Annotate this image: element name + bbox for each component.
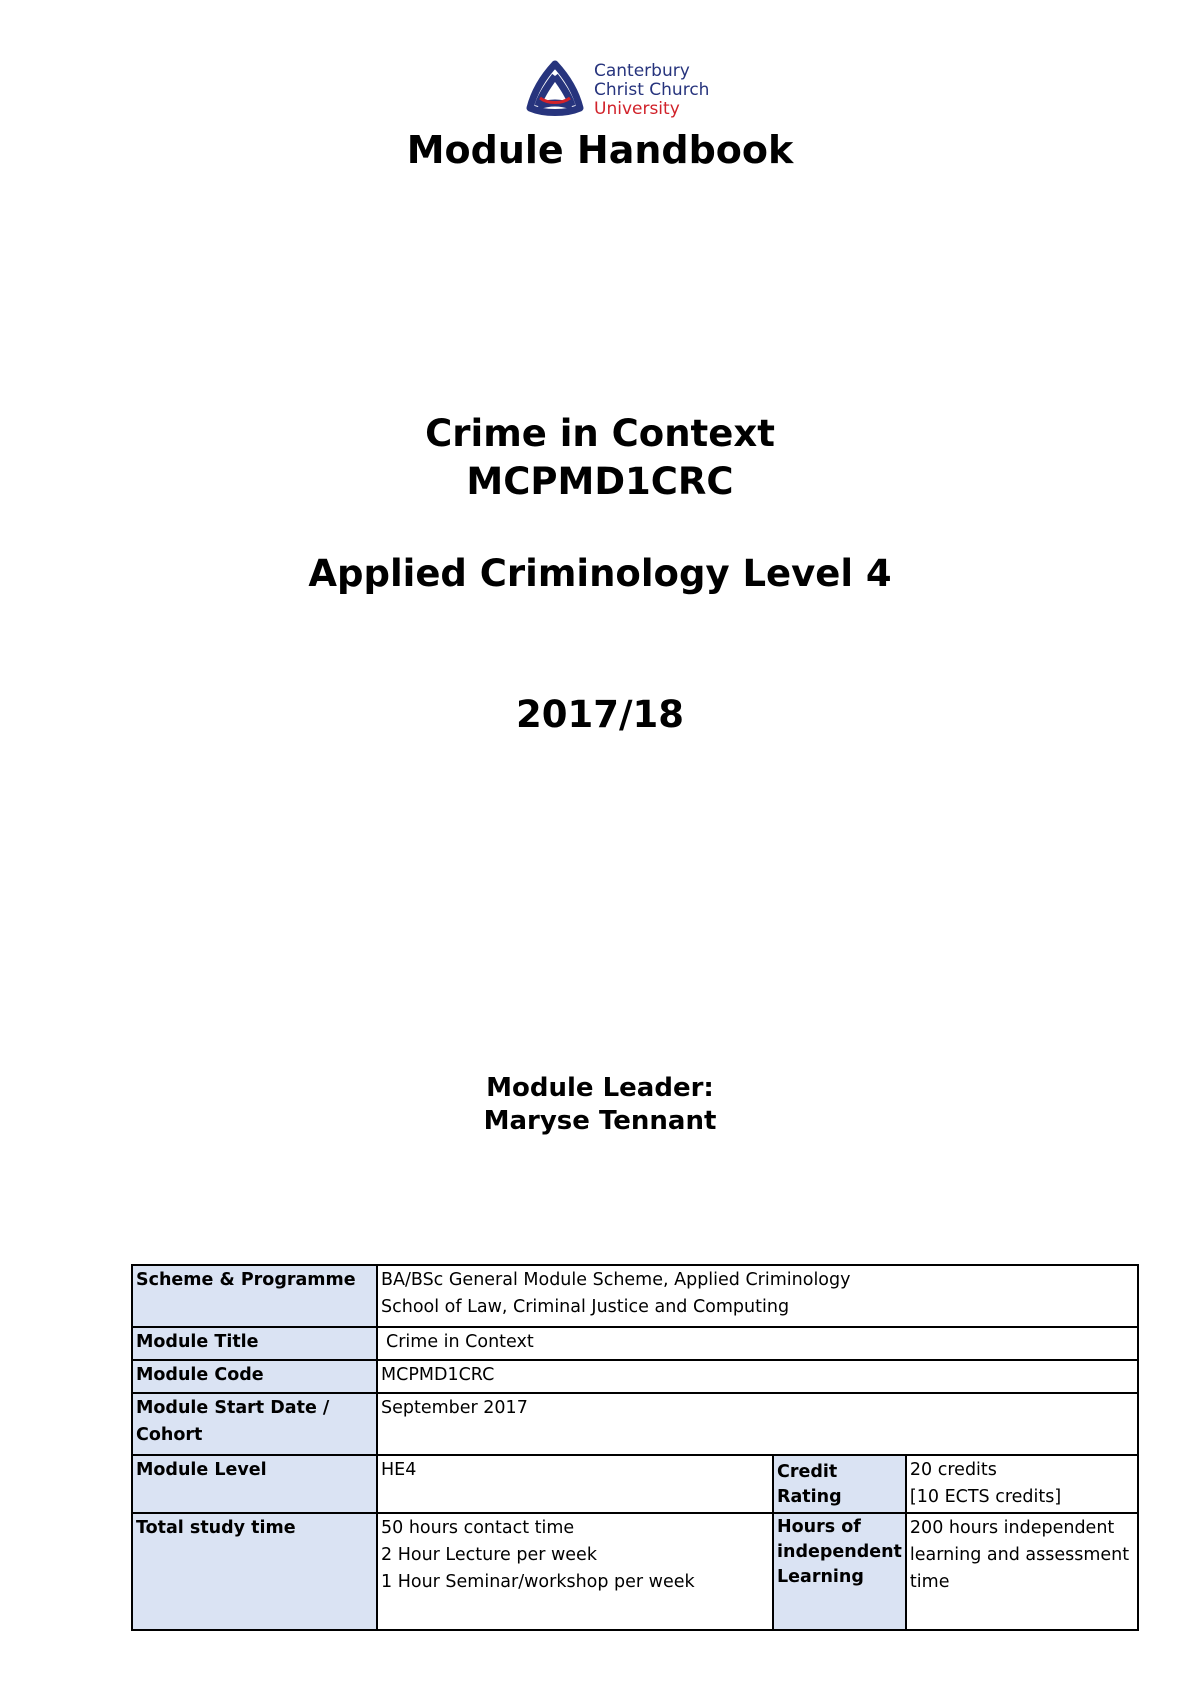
module-title-heading: Crime in Context (425, 412, 775, 455)
module-start-label: Module Start Date / Cohort (132, 1393, 377, 1455)
total-study-value (377, 1513, 773, 1630)
module-leader-label: Module Leader: (486, 1073, 714, 1103)
logo-line-christ-church: Christ Church (594, 80, 710, 100)
credit-line-2: [10 ECTS credits] (909, 1487, 1062, 1507)
table-row-title (132, 1327, 1138, 1360)
page-title: Module Handbook (406, 128, 794, 172)
logo-line-canterbury: Canterbury (594, 61, 690, 81)
table-row-scheme (132, 1265, 1138, 1327)
independent-hours-value: 200 hours independent learning and assessment time (906, 1513, 1138, 1630)
module-info-table (131, 1264, 1139, 1631)
module-code-value: MCPMD1CRC (377, 1360, 1138, 1393)
table-row-code (132, 1360, 1138, 1393)
logo-line-university: University (594, 99, 680, 119)
table-row-level (132, 1455, 1138, 1513)
module-start-value: September 2017 (377, 1393, 1138, 1455)
module-title-value: Crime in Context (377, 1327, 1138, 1360)
scheme-value (377, 1265, 1138, 1327)
study-line-1: 50 hours contact time (381, 1518, 575, 1538)
study-line-2: 2 Hour Lecture per week (381, 1545, 597, 1565)
module-leader-name: Maryse Tennant (483, 1106, 717, 1136)
credit-rating-label: Credit Rating (773, 1455, 906, 1513)
module-level-value: HE4 (377, 1455, 773, 1513)
programme-level-heading: Applied Criminology Level 4 (308, 552, 892, 595)
table-row-start (132, 1393, 1138, 1455)
scheme-line-1: BA/BSc General Module Scheme, Applied Criminology (381, 1270, 851, 1290)
total-study-label: Total study time (132, 1513, 377, 1630)
independent-hours-label: Hours of independent Learning (773, 1513, 906, 1630)
trinity-knot-icon (520, 58, 590, 122)
academic-year-heading: 2017/18 (516, 693, 684, 736)
module-code-label: Module Code (132, 1360, 377, 1393)
table-row-study (132, 1513, 1138, 1630)
credit-line-1: 20 credits (909, 1460, 997, 1480)
scheme-line-2: School of Law, Criminal Justice and Computing (381, 1297, 790, 1317)
credit-rating-value (906, 1455, 1138, 1513)
scheme-label: Scheme & Programme (132, 1265, 377, 1327)
module-level-label: Module Level (132, 1455, 377, 1513)
module-code-heading: MCPMD1CRC (466, 460, 734, 503)
study-line-3: 1 Hour Seminar/workshop per week (381, 1572, 695, 1592)
university-logo (520, 52, 730, 124)
module-title-label: Module Title (132, 1327, 377, 1360)
